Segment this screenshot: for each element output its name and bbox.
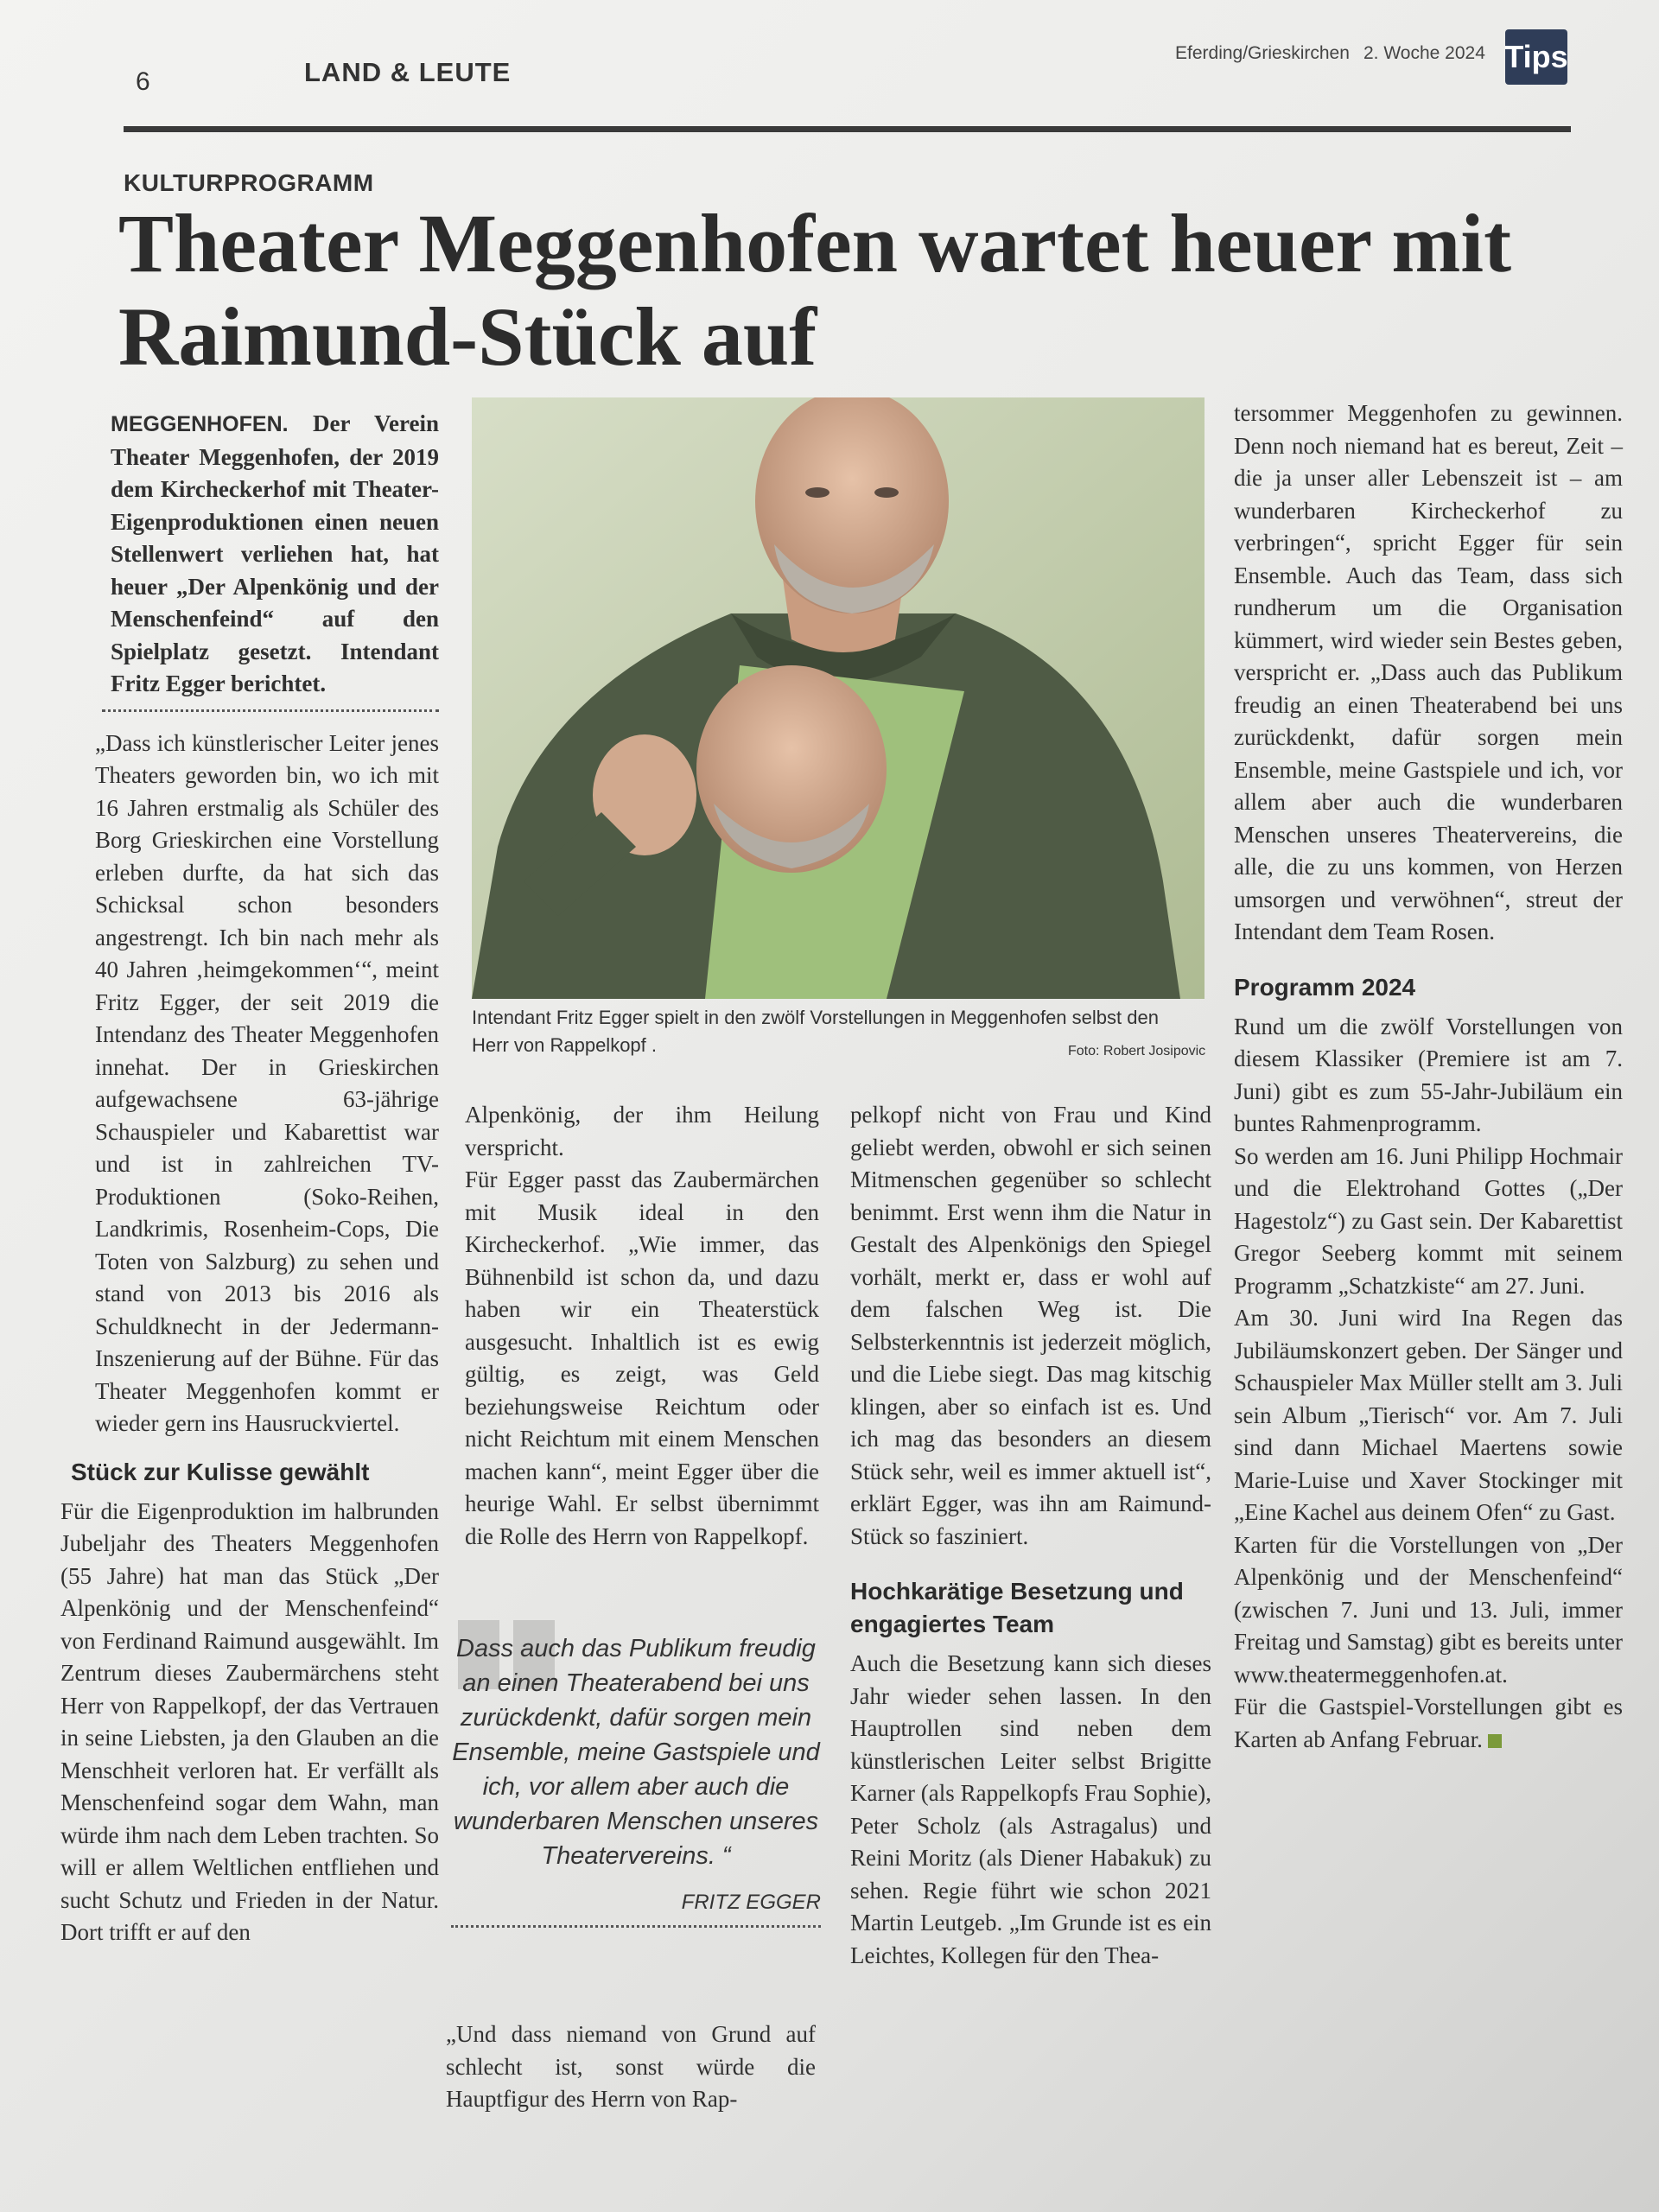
body-paragraph: „Und dass niemand von Grund auf schlecht ist, sonst würde die Hauptfigur des Herrn von Rap-	[446, 2021, 816, 2112]
edition-label: Eferding/Grieskirchen	[1175, 43, 1350, 63]
closing-text: Für die Gastspiel-Vorstellungen gibt es Karten ab Anfang Februar.	[1234, 1694, 1623, 1752]
photo-caption: Intendant Fritz Egger spielt in den zwölf Vorstellungen in Meggenhofen selbst den Herr von Rappelkopf .	[472, 1007, 1159, 1056]
body-paragraph: Für die Eigenproduktion im halbrunden Jubeljahr des Theaters Meggenhofen (55 Jahre) hat man das Stück „Der Alpenkönig und der Menschenfeind“ von Ferdinand Raimund ausgewählt. Im Zentrum dieses Zaubermärchens steht Herr von Rappelkopf, der das Vertrauen in seine Liebsten, ja den Glauben an die Menschheit verloren hat. Er verfällt als Menschenfeind sogar dem Wahn, man würde ihm nach dem Leben trachten. So will er allem Weltlichen entfliehen und sucht Schutz und Frieden in der Natur. Dort trifft er auf den	[60, 1497, 439, 1945]
section-title: LAND & LEUTE	[304, 57, 512, 87]
column-1	[52, 408, 439, 1949]
body-paragraph: tersommer Meggenhofen zu gewinnen. Denn noch niemand hat es bereut, Zeit – die ja unser aller Lebenszeit ist – am wunderbaren Kircheckerhof zu verbringen“, spricht Egger für sein Ensemble. Auch das Team, dass sich rundherum um die Organisation kümmert, wird wieder sein Bestes geben, verspricht er. „Dass auch das Publikum freudig an einen Theaterabend bei uns zurückdenkt, dafür sorgen mein Ensemble, meine Gastspiele und ich, vor allem aber auch die wunderbaren Menschen unseres Theatervereins, die alle, die zu uns kommen, von Herzen umsorgen und verwöhnen“, streut der Intendant dem Team Rosen.	[1234, 400, 1623, 944]
body-paragraph: pelkopf nicht von Frau und Kind geliebt werden, obwohl er sich seinen Mitmenschen gegenüber so schlecht benimmt. Erst wenn ihm die Natur in Gestalt des Alpenkönigs den Spiegel vorhält, merkt er, dass er wohl auf dem falschen Weg ist. Die Selbsterkenntnis ist jederzeit möglich, und die Liebe siegt. Das mag kitschig klingen, aber so einfach ist es. Und ich mag das besonders an diesem Stück sehr, weil es immer aktuell ist“, erklärt Egger, was ihn am Raimund-Stück so fasziniert.	[850, 1102, 1211, 1549]
body-paragraph: „Dass ich künstlerischer Leiter jenes Theaters geworden bin, wo ich mit 16 Jahren erstmalig als Schüler des Borg Grieskirchen eine Vorstellung erleben durfte, da hat sich das Schicksal schon besonders angestrengt. Ich bin nach mehr als 40 Jahren ‚heimgekommen‘“, meint Fritz Egger, der seit 2019 die Intendanz des Theater Meggenhofen innehat. Der in Grieskirchen aufgewachsene 63-jährige Schauspieler und Kabarettist war und ist in zahlreichen TV-Produktionen (Soko-Reihen, Landkrimis, Rosenheim-Cops, Die Toten von Salzburg) zu sehen und stand von 2013 bis 2016 als Schuldknecht in der Jedermann-Inszenierung auf der Bühne. Für das Theater Meggenhofen kommt er wieder gern ins Hausruckviertel.	[95, 729, 439, 1436]
subhead: Programm 2024	[1234, 973, 1416, 1001]
body-paragraph: So werden am 16. Juni Philipp Hochmair und die Elektrohand Gottes („Der Hagestolz“) zu Gast sein. Der Kabarettist Gregor Seeberg kommt mit seinem Programm „Schatzkiste“ am 27. Juni.	[1234, 1142, 1623, 1299]
body-paragraph: Für Egger passt das Zaubermärchen mit Musik ideal in den Kircheckerhof. „Wie immer, das Bühnenbild ist schon da, und dazu haben wir ein Theaterstück ausgesucht. Inhaltlich ist es ewig gültig, es zeigt, was Geld beziehungsweise Reichtum oder nicht Reichtum mit einem Menschen machen kann“, meint Egger über die heurige Wahl. Er selbst übernimmt die Rolle des Herrn von Rappelkopf.	[465, 1166, 819, 1549]
end-mark-icon	[1488, 1734, 1502, 1748]
lead-text: Der Verein Theater Meggenhofen, der 2019 dem Kircheckerhof mit Theater-Eigenproduktionen einen neuen Stellenwert verliehen hat, hat heuer „Der Alpenkönig und der Menschenfeind“ auf den Spielplatz gesetzt. Intendant Fritz Egger berichtet.	[111, 410, 439, 696]
page-number: 6	[136, 67, 150, 96]
column-3	[850, 1099, 1211, 1972]
headline: Theater Meggenhofen wartet heuer mit Raimund-Stück auf	[118, 197, 1512, 383]
body-paragraph: Auch die Besetzung kann sich dieses Jahr wieder sehen lassen. In den Hauptrollen sind neben dem künstlerischen Leiter selbst Brigitte Karner (als Rappelkopfs Frau Sophie), Peter Scholz (als Astragalus) und Reini Moritz (als Diener Habakuk) zu sehen. Regie führt wie schon 2021 Martin Leutgeb. „Im Grunde ist es ein Leichtes, Kollegen für den Thea-	[850, 1650, 1211, 1968]
header-rule	[124, 126, 1571, 132]
column-4	[1234, 397, 1623, 1756]
tips-logo: Tips	[1505, 29, 1567, 85]
body-paragraph: Alpenkönig, der ihm Heilung verspricht.	[465, 1102, 819, 1160]
week-label: 2. Woche 2024	[1363, 43, 1485, 63]
pull-quote	[451, 1631, 821, 1943]
photo-credit: Foto: Robert Josipovic	[1068, 1044, 1206, 1058]
column-2-bottom	[446, 2018, 816, 2116]
body-paragraph: Karten für die Vorstellungen von „Der Alpenkönig und der Menschenfeind“ (zwischen 7. Juni und 13. Juli, immer Freitag und Samstag) gibt es bereits unter www.theatermeggenhofen.at.	[1234, 1531, 1623, 1688]
subhead: Stück zur Kulisse gewählt	[71, 1458, 370, 1485]
quote-divider	[451, 1925, 821, 1928]
column-2	[465, 1099, 819, 1553]
body-paragraph: Rund um die zwölf Vorstellungen von diesem Klassiker (Premiere ist am 7. Juni) gibt es zum 55-Jahr-Jubiläum ein buntes Rahmenprogramm.	[1234, 1013, 1623, 1136]
lead-place: MEGGENHOFEN.	[111, 412, 289, 436]
lead-divider	[102, 709, 439, 712]
photo-illustration	[472, 397, 1205, 999]
body-paragraph	[1234, 1691, 1623, 1756]
body-paragraph: Am 30. Juni wird Ina Regen das Jubiläumskonzert geben. Der Sänger und Schauspieler Max Müller stellt am 3. Juli sein Album „Tierisch“ vor. Am 7. Juli sind dann Michael Maertens sowie Marie-Luise und Xaver Stockinger mit „Eine Kachel aus deinem Ofen“ zu Gast.	[1234, 1305, 1623, 1525]
quote-author: FRITZ EGGER	[681, 1891, 821, 1914]
kicker: KULTURPROGRAMM	[124, 169, 374, 196]
lead-paragraph	[111, 408, 439, 701]
subhead: Hochkarätige Besetzung und engagiertes Team	[850, 1578, 1184, 1637]
quote-text: Dass auch das Publikum freudig an einen Theaterabend bei uns zurückdenkt, dafür sorgen mein Ensemble, meine Gastspiele und ich, vor allem aber auch die wunderbaren Menschen unseres Theatervereins. “	[452, 1635, 820, 1870]
portrait-photo	[472, 397, 1205, 999]
